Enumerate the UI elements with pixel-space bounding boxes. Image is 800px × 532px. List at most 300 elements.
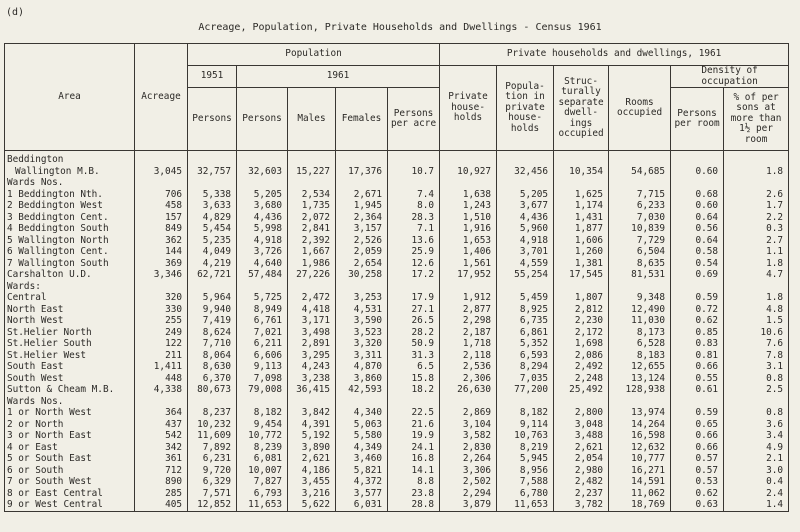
value-cell: 3,726 xyxy=(237,246,288,258)
table-row xyxy=(5,407,789,419)
value-cell: 5,725 xyxy=(237,292,288,304)
value-cell: 10,927 xyxy=(440,166,497,178)
value-cell: 1,260 xyxy=(554,246,609,258)
value-cell: 3,633 xyxy=(188,200,237,212)
value-cell: 2.6 xyxy=(724,189,789,201)
value-cell: 0.57 xyxy=(671,465,724,477)
table-row xyxy=(5,281,789,293)
value-cell: 2.1 xyxy=(724,453,789,465)
value-cell: 10.7 xyxy=(388,166,440,178)
value-cell: 2,072 xyxy=(288,212,336,224)
header-private-households-group: Private households and dwellings, 1961 xyxy=(440,44,789,66)
value-cell xyxy=(288,151,336,166)
value-cell xyxy=(671,177,724,189)
value-cell: 0.60 xyxy=(671,200,724,212)
value-cell: 6,211 xyxy=(237,338,288,350)
area-cell: St.Helier North xyxy=(5,327,135,339)
table-row xyxy=(5,476,789,488)
value-cell: 7.1 xyxy=(388,223,440,235)
value-cell: 0.64 xyxy=(671,235,724,247)
value-cell: 0.59 xyxy=(671,292,724,304)
value-cell: 0.61 xyxy=(671,384,724,396)
value-cell: 330 xyxy=(135,304,188,316)
value-cell xyxy=(497,151,554,166)
value-cell: 6,780 xyxy=(497,488,554,500)
value-cell: 77,200 xyxy=(497,384,554,396)
value-cell: 437 xyxy=(135,419,188,431)
value-cell xyxy=(288,396,336,408)
value-cell xyxy=(237,151,288,166)
value-cell: 3,860 xyxy=(336,373,388,385)
value-cell xyxy=(609,396,671,408)
header-persons-1961: Persons xyxy=(237,88,288,151)
value-cell: 5,205 xyxy=(237,189,288,201)
value-cell: 28.8 xyxy=(388,499,440,511)
value-cell: 122 xyxy=(135,338,188,350)
value-cell: 3,523 xyxy=(336,327,388,339)
area-cell: 5 or South East xyxy=(5,453,135,465)
table-row xyxy=(5,338,789,350)
value-cell xyxy=(609,281,671,293)
value-cell: 1,625 xyxy=(554,189,609,201)
value-cell: 4,918 xyxy=(237,235,288,247)
value-cell: 6,329 xyxy=(188,476,237,488)
value-cell: 81,531 xyxy=(609,269,671,281)
value-cell: 2,526 xyxy=(336,235,388,247)
value-cell: 249 xyxy=(135,327,188,339)
value-cell: 2.4 xyxy=(724,488,789,500)
value-cell: 1,174 xyxy=(554,200,609,212)
value-cell: 1.5 xyxy=(724,315,789,327)
value-cell: 3,346 xyxy=(135,269,188,281)
value-cell: 12,632 xyxy=(609,442,671,454)
value-cell: 2,306 xyxy=(440,373,497,385)
value-cell xyxy=(554,396,609,408)
value-cell: 80,673 xyxy=(188,384,237,396)
value-cell: 1.8 xyxy=(724,166,789,178)
value-cell: 7,419 xyxy=(188,315,237,327)
table-row xyxy=(5,292,789,304)
table-label: (d) xyxy=(6,7,25,18)
value-cell: 0.54 xyxy=(671,258,724,270)
table-row xyxy=(5,223,789,235)
header-persons-per-acre: Persons per acre xyxy=(388,88,440,151)
value-cell: 2,671 xyxy=(336,189,388,201)
area-cell: St.Helier South xyxy=(5,338,135,350)
value-cell: 1,986 xyxy=(288,258,336,270)
value-cell: 18.2 xyxy=(388,384,440,396)
value-cell: 8,064 xyxy=(188,350,237,362)
value-cell: 849 xyxy=(135,223,188,235)
value-cell: 7,729 xyxy=(609,235,671,247)
value-cell: 3,306 xyxy=(440,465,497,477)
value-cell xyxy=(440,281,497,293)
value-cell: 3,295 xyxy=(288,350,336,362)
value-cell: 18,769 xyxy=(609,499,671,511)
value-cell: 458 xyxy=(135,200,188,212)
value-cell xyxy=(388,396,440,408)
value-cell: 7,030 xyxy=(609,212,671,224)
table-row xyxy=(5,177,789,189)
value-cell: 13,124 xyxy=(609,373,671,385)
header-females: Females xyxy=(336,88,388,151)
value-cell: 0.53 xyxy=(671,476,724,488)
value-cell: 0.55 xyxy=(671,373,724,385)
value-cell: 3.0 xyxy=(724,465,789,477)
value-cell: 3,677 xyxy=(497,200,554,212)
value-cell: 0.85 xyxy=(671,327,724,339)
value-cell: 2,172 xyxy=(554,327,609,339)
value-cell: 8,624 xyxy=(188,327,237,339)
value-cell: 8,630 xyxy=(188,361,237,373)
value-cell: 3,680 xyxy=(237,200,288,212)
value-cell: 3,498 xyxy=(288,327,336,339)
value-cell: 5,338 xyxy=(188,189,237,201)
area-cell: Wards: xyxy=(5,281,135,293)
value-cell: 8.0 xyxy=(388,200,440,212)
table-row xyxy=(5,246,789,258)
value-cell: 7,892 xyxy=(188,442,237,454)
value-cell: 9,348 xyxy=(609,292,671,304)
value-cell: 6.5 xyxy=(388,361,440,373)
area-cell: 1 or North West xyxy=(5,407,135,419)
value-cell: 1,912 xyxy=(440,292,497,304)
value-cell: 2,264 xyxy=(440,453,497,465)
value-cell: 1,807 xyxy=(554,292,609,304)
value-cell: 17,545 xyxy=(554,269,609,281)
value-cell: 0.65 xyxy=(671,419,724,431)
value-cell: 10,763 xyxy=(497,430,554,442)
value-cell: 16,598 xyxy=(609,430,671,442)
value-cell: 0.68 xyxy=(671,189,724,201)
value-cell: 1.8 xyxy=(724,292,789,304)
value-cell xyxy=(440,396,497,408)
value-cell xyxy=(724,281,789,293)
value-cell xyxy=(336,281,388,293)
value-cell: 0.57 xyxy=(671,453,724,465)
value-cell: 12.6 xyxy=(388,258,440,270)
value-cell: 0.62 xyxy=(671,315,724,327)
area-cell: 3 or North East xyxy=(5,430,135,442)
value-cell: 4,219 xyxy=(188,258,237,270)
value-cell: 3,171 xyxy=(288,315,336,327)
value-cell: 1,653 xyxy=(440,235,497,247)
value-cell: 1,406 xyxy=(440,246,497,258)
value-cell: 8,635 xyxy=(609,258,671,270)
value-cell: 5,964 xyxy=(188,292,237,304)
value-cell: 1,243 xyxy=(440,200,497,212)
value-cell: 3.6 xyxy=(724,419,789,431)
value-cell: 5,454 xyxy=(188,223,237,235)
value-cell: 6,793 xyxy=(237,488,288,500)
value-cell xyxy=(609,177,671,189)
value-cell: 1,945 xyxy=(336,200,388,212)
value-cell: 4,049 xyxy=(188,246,237,258)
value-cell: 79,008 xyxy=(237,384,288,396)
value-cell: 448 xyxy=(135,373,188,385)
value-cell: 2,869 xyxy=(440,407,497,419)
value-cell: 12,655 xyxy=(609,361,671,373)
value-cell: 12,490 xyxy=(609,304,671,316)
value-cell: 4,372 xyxy=(336,476,388,488)
value-cell: 24.1 xyxy=(388,442,440,454)
value-cell: 3,311 xyxy=(336,350,388,362)
value-cell: 55,254 xyxy=(497,269,554,281)
value-cell: 3,216 xyxy=(288,488,336,500)
header-year-1951: 1951 xyxy=(188,66,237,88)
value-cell: 26,630 xyxy=(440,384,497,396)
value-cell xyxy=(388,151,440,166)
area-cell: 7 or South West xyxy=(5,476,135,488)
value-cell: 50.9 xyxy=(388,338,440,350)
value-cell: 10,777 xyxy=(609,453,671,465)
value-cell xyxy=(288,177,336,189)
value-cell: 0.63 xyxy=(671,499,724,511)
value-cell xyxy=(135,396,188,408)
value-cell: 2,980 xyxy=(554,465,609,477)
value-cell: 6,504 xyxy=(609,246,671,258)
value-cell: 13,974 xyxy=(609,407,671,419)
area-cell: 2 or North xyxy=(5,419,135,431)
value-cell: 211 xyxy=(135,350,188,362)
value-cell: 10,839 xyxy=(609,223,671,235)
value-cell xyxy=(440,151,497,166)
table-row xyxy=(5,235,789,247)
value-cell: 10.6 xyxy=(724,327,789,339)
value-cell: 2,812 xyxy=(554,304,609,316)
value-cell: 1.8 xyxy=(724,258,789,270)
value-cell: 15,227 xyxy=(288,166,336,178)
value-cell xyxy=(336,151,388,166)
value-cell: 8,183 xyxy=(609,350,671,362)
value-cell: 157 xyxy=(135,212,188,224)
value-cell: 31.3 xyxy=(388,350,440,362)
value-cell: 2,654 xyxy=(336,258,388,270)
value-cell: 28.3 xyxy=(388,212,440,224)
value-cell xyxy=(671,281,724,293)
table-row xyxy=(5,361,789,373)
value-cell xyxy=(237,396,288,408)
value-cell: 1,510 xyxy=(440,212,497,224)
value-cell: 3,157 xyxy=(336,223,388,235)
value-cell: 7,710 xyxy=(188,338,237,350)
area-cell: 1 Beddington Nth. xyxy=(5,189,135,201)
page-title: Acreage, Population, Private Households and Dwellings - Census 1961 xyxy=(198,22,602,33)
area-cell: South West xyxy=(5,373,135,385)
value-cell: 369 xyxy=(135,258,188,270)
value-cell: 17.9 xyxy=(388,292,440,304)
value-cell: 0.66 xyxy=(671,430,724,442)
value-cell: 1.7 xyxy=(724,200,789,212)
value-cell xyxy=(135,151,188,166)
value-cell: 342 xyxy=(135,442,188,454)
value-cell: 3.1 xyxy=(724,361,789,373)
value-cell: 2,830 xyxy=(440,442,497,454)
area-cell: 7 Wallington South xyxy=(5,258,135,270)
value-cell: 21.6 xyxy=(388,419,440,431)
value-cell: 890 xyxy=(135,476,188,488)
value-cell: 2.2 xyxy=(724,212,789,224)
table-row xyxy=(5,373,789,385)
value-cell: 26.5 xyxy=(388,315,440,327)
area-cell: St.Helier West xyxy=(5,350,135,362)
value-cell: 13.6 xyxy=(388,235,440,247)
value-cell: 0.8 xyxy=(724,373,789,385)
value-cell: 6,031 xyxy=(336,499,388,511)
value-cell: 4,243 xyxy=(288,361,336,373)
value-cell: 4,531 xyxy=(336,304,388,316)
header-year-1961: 1961 xyxy=(237,66,440,88)
value-cell: 4,436 xyxy=(237,212,288,224)
value-cell xyxy=(554,151,609,166)
value-cell: 17,952 xyxy=(440,269,497,281)
value-cell: 2,059 xyxy=(336,246,388,258)
value-cell: 6,735 xyxy=(497,315,554,327)
value-cell: 8,219 xyxy=(497,442,554,454)
value-cell xyxy=(671,396,724,408)
area-cell: Wallington M.B. xyxy=(5,166,135,178)
value-cell: 62,721 xyxy=(188,269,237,281)
value-cell: 4.8 xyxy=(724,304,789,316)
value-cell: 3,048 xyxy=(554,419,609,431)
value-cell: 2,482 xyxy=(554,476,609,488)
value-cell: 1,735 xyxy=(288,200,336,212)
value-cell: 32,456 xyxy=(497,166,554,178)
value-cell: 16.8 xyxy=(388,453,440,465)
value-cell: 8,182 xyxy=(497,407,554,419)
area-cell: 6 or South xyxy=(5,465,135,477)
value-cell: 3,582 xyxy=(440,430,497,442)
value-cell: 16,271 xyxy=(609,465,671,477)
header-population: Population xyxy=(188,44,440,66)
value-cell: 8,956 xyxy=(497,465,554,477)
value-cell: 28.2 xyxy=(388,327,440,339)
value-cell: 4,338 xyxy=(135,384,188,396)
value-cell: 5,580 xyxy=(336,430,388,442)
value-cell: 0.56 xyxy=(671,223,724,235)
value-cell xyxy=(237,281,288,293)
value-cell: 2,118 xyxy=(440,350,497,362)
value-cell: 2,187 xyxy=(440,327,497,339)
value-cell: 5,235 xyxy=(188,235,237,247)
value-cell: 1.4 xyxy=(724,499,789,511)
value-cell: 2,472 xyxy=(288,292,336,304)
value-cell: 6,081 xyxy=(237,453,288,465)
header-persons-per-room: Persons per room xyxy=(671,88,724,151)
value-cell: 6,861 xyxy=(497,327,554,339)
value-cell: 4,870 xyxy=(336,361,388,373)
table-row xyxy=(5,269,789,281)
table-body xyxy=(5,151,789,512)
value-cell: 10,354 xyxy=(554,166,609,178)
header-percent-overcrowded: % of per sons at more than 1½ per room xyxy=(724,88,789,151)
value-cell: 6,761 xyxy=(237,315,288,327)
header-separate-dwellings: Struc-turally separate dwell-ings occupied xyxy=(554,66,609,151)
value-cell: 8,237 xyxy=(188,407,237,419)
value-cell: 2,364 xyxy=(336,212,388,224)
value-cell: 1,381 xyxy=(554,258,609,270)
value-cell: 14.1 xyxy=(388,465,440,477)
area-cell: Carshalton U.D. xyxy=(5,269,135,281)
value-cell: 7,571 xyxy=(188,488,237,500)
table-row xyxy=(5,419,789,431)
value-cell: 5,945 xyxy=(497,453,554,465)
value-cell: 19.9 xyxy=(388,430,440,442)
value-cell: 4.7 xyxy=(724,269,789,281)
value-cell: 6,593 xyxy=(497,350,554,362)
value-cell: 2,534 xyxy=(288,189,336,201)
value-cell: 1,698 xyxy=(554,338,609,350)
value-cell: 3,590 xyxy=(336,315,388,327)
value-cell: 10,007 xyxy=(237,465,288,477)
value-cell: 11,062 xyxy=(609,488,671,500)
value-cell: 0.81 xyxy=(671,350,724,362)
value-cell: 2,492 xyxy=(554,361,609,373)
area-cell: 6 Wallington Cent. xyxy=(5,246,135,258)
value-cell: 3,104 xyxy=(440,419,497,431)
value-cell xyxy=(336,177,388,189)
value-cell: 5,063 xyxy=(336,419,388,431)
value-cell: 57,484 xyxy=(237,269,288,281)
value-cell: 3,460 xyxy=(336,453,388,465)
table-row xyxy=(5,384,789,396)
census-table xyxy=(4,43,789,512)
value-cell: 3,045 xyxy=(135,166,188,178)
value-cell: 361 xyxy=(135,453,188,465)
value-cell xyxy=(388,281,440,293)
value-cell: 7,588 xyxy=(497,476,554,488)
value-cell: 4,829 xyxy=(188,212,237,224)
value-cell xyxy=(724,177,789,189)
value-cell: 7,827 xyxy=(237,476,288,488)
value-cell: 12,852 xyxy=(188,499,237,511)
value-cell: 255 xyxy=(135,315,188,327)
value-cell: 2,800 xyxy=(554,407,609,419)
value-cell: 5,352 xyxy=(497,338,554,350)
value-cell: 2,891 xyxy=(288,338,336,350)
table-row xyxy=(5,396,789,408)
value-cell: 6,606 xyxy=(237,350,288,362)
table-row xyxy=(5,465,789,477)
area-cell: 3 Beddington Cent. xyxy=(5,212,135,224)
value-cell: 4,559 xyxy=(497,258,554,270)
value-cell xyxy=(135,281,188,293)
area-cell: Beddington xyxy=(5,151,135,166)
value-cell xyxy=(188,177,237,189)
value-cell: 2,502 xyxy=(440,476,497,488)
value-cell: 4.9 xyxy=(724,442,789,454)
value-cell xyxy=(671,151,724,166)
value-cell: 6,233 xyxy=(609,200,671,212)
value-cell: 4,418 xyxy=(288,304,336,316)
value-cell: 542 xyxy=(135,430,188,442)
value-cell: 8,294 xyxy=(497,361,554,373)
value-cell: 5,205 xyxy=(497,189,554,201)
table-row xyxy=(5,189,789,201)
value-cell: 7,715 xyxy=(609,189,671,201)
area-cell: 5 Wallington North xyxy=(5,235,135,247)
value-cell: 9,720 xyxy=(188,465,237,477)
value-cell: 0.69 xyxy=(671,269,724,281)
value-cell: 362 xyxy=(135,235,188,247)
value-cell: 9,114 xyxy=(497,419,554,431)
value-cell: 3,488 xyxy=(554,430,609,442)
area-cell: 4 Beddington South xyxy=(5,223,135,235)
value-cell xyxy=(188,396,237,408)
value-cell: 14,591 xyxy=(609,476,671,488)
value-cell: 36,415 xyxy=(288,384,336,396)
value-cell: 11,653 xyxy=(237,499,288,511)
